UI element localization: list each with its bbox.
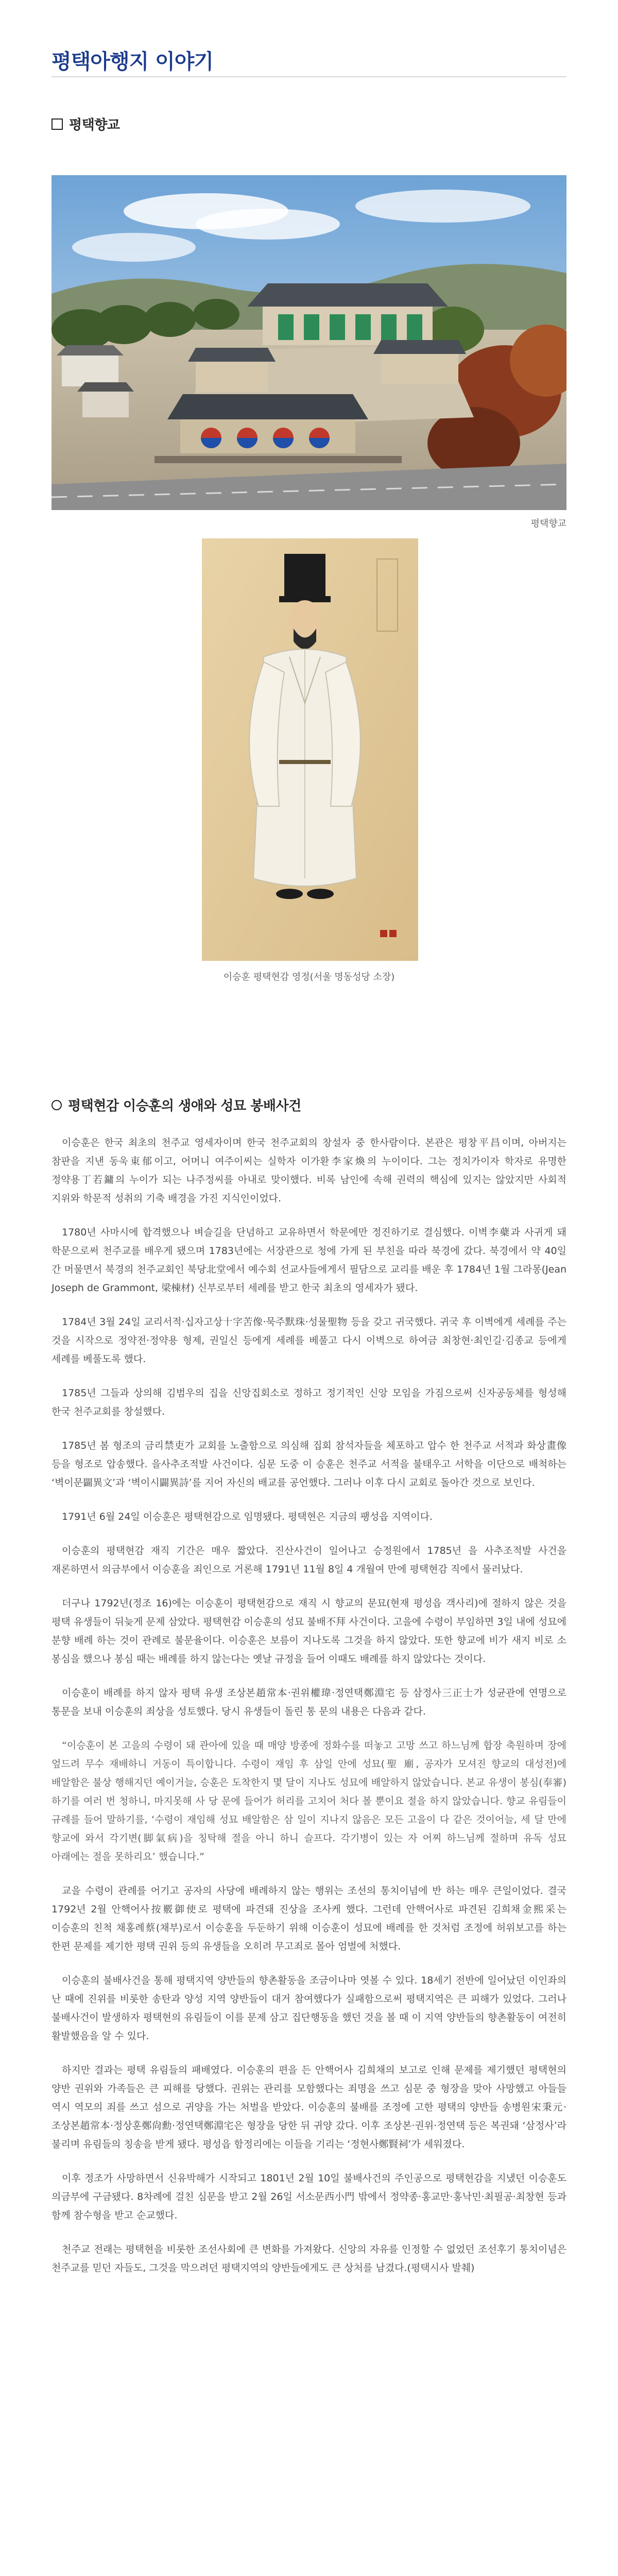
section-heading-lee-seunghun [52,1095,301,1114]
quoted-paragraph: “이승훈이 본 고을의 수령이 돼 관아에 있을 때 매양 방종에 정화수를 떠놓고 고망 쓰고 하느님께 합장 축원하며 장에 엎드려 무수 재배하니 거동이 특이합니다. 수령이 재임 후 삼일 안에 성묘(聖 廟, 공자가 모셔진 향교의 대성전)에 배알함은 불상 행해지던 예이거늘, 승훈은 도착한지 몇 달이 지나도 성묘에 배알하지 않았습니다. 본교 유생이 봉심(奉審)하기를 여러 번 청하니, 마지못해 사 당 문에 들어가 허리를 고치어 처다 볼 뿐이요 절을 하지 않았습니다. 향교 유림들이 규례를 들어 말하기를, ‘수령이 재임해 성묘 배알함은 삼 일이 지나지 않음은 모든 고을이 다 같은 것이어늘, 세 달 만에 향교에 와서 각기변(脚氣病)을 칭탁해 절을 아니 하니 슬프다. 각기병이 있는 자 어찌 하느님께 절하며 유독 성묘 아래에는 절을 못하리요’ 했습니다.” [52,1740,566,1862]
portrait-caption: 이승훈 평택현감 영정(서울 명동성당 소장) [223,972,395,982]
title-divider [52,76,566,77]
section-title-lee-seunghun: 평택현감 이승훈의 생애와 성묘 봉배사건 [68,1098,301,1114]
hyanggyo-photo [52,175,566,510]
paragraph: 이승훈은 한국 최초의 천주교 영세자이며 한국 천주교회의 창설자 중 한사람이다. 본관은 평창平昌이며, 아버지는 참판을 지낸 동욱東郁이고, 어머니 여주이씨는 실학자 이가환李家煥의 누이이다. 그는 정치가이자 학자로 유명한 정약용丁若鏞의 누이가 되는 나주정씨를 아내로 맞이했다. 비록 남인에 속해 권력의 핵심에 있지는 않았지만 사회적 지위와 학문적 성취의 기축 배경을 가진 지식인이었다. [52,1137,566,1204]
paragraph: 이승훈의 평택현감 재직 기간은 매우 짧았다. 진산사건이 일어나고 승정원에서 1785년 을 사추조적발 사건을 재론하면서 의금부에서 이승훈을 죄인으로 거론해 1791년 11월 8일 4 개월여 만에 평택현감 직에서 물러났다. [52,1545,566,1575]
paragraph: 1780년 사마시에 합격했으나 벼슬길을 단념하고 교유하면서 학문에만 정진하기로 결심했다. 이벽李蘗과 사귀게 돼 학문으로써 천주교를 배우게 됐으며 1783년에는 서장관으로 청에 가게 된 부친을 따라 북경에 갔다. 북경에서 약 40일 간 머물면서 북경의 천주교회인 북당北堂에서 예수회 선교사들에게서 필담으로 교리를 배운 후 1784년 1월 그라몽(Jean Joseph de Grammont, 梁棟材) 신부로부터 세례를 받고 한국 최초의 영세자가 됐다. [52,1227,566,1294]
paragraph: 1791년 6월 24일 이승훈은 평택현감으로 임명됐다. 평택현은 지금의 팽성읍 지역이다. [62,1511,433,1522]
paragraph: 이후 정조가 사망하면서 신유박해가 시작되고 1801년 2월 10일 불배사건의 주인공으로 평택현감을 지냈던 이승훈도 의금부에 구금됐다. 8차례에 걸친 심문을 받고 2월 26일 서소문西小門 밖에서 정약종·홍교만·홍낙민·최필공·최창현 등과 함께 참수형을 받고 순교했다. [52,2173,566,2221]
paragraph: 교을 수령이 관례를 어기고 공자의 사당에 배례하지 않는 행위는 조선의 통치이념에 반 하는 매우 큰일이었다. 결국 1792년 2월 안핵어사按覈御使로 평택에 파견돼 진상을 조사케 했다. 그런데 안핵어사로 파견된 김희채金熙采는 이승훈의 친척 채홍례蔡(채부)로서 이승훈을 두둔하기 위해 이승훈이 성묘에 배례를 한 것처럼 조정에 허위보고를 하는 한편 문제를 제기한 평택 권위 등의 유생들을 오히려 무고죄로 몰아 엄벌에 처했다. [52,1885,566,1952]
paragraph: 더구나 1792년(정조 16)에는 이승훈이 평택현감으로 재직 시 향교의 문묘(현재 평성읍 객사리)에 절하지 않은 것을 평택 유생들이 뒤늦게 문제 삼았다. 평택현감 이승훈의 성묘 불배不拜 사건이다. 고을에 수령이 부임하면 3일 내에 성묘에 분향 배례 하는 것이 관례로 불문율이다. 이승훈은 보름이 지나도록 그것을 하지 않았다. 또한 향교에 비가 새지 비로 소 봉심을 했으나 봉심 때는 배례를 하지 않는다는 옛날 규정을 들어 이때도 배례를 하지 않았다는 것이다. [52,1598,566,1665]
paragraph: 1785년 그들과 상의해 김범우의 집을 신앙집회소로 정하고 정기적인 신앙 모임을 가짐으로써 신자공동체를 형성해 한국 천주교회를 창설했다. [52,1387,566,1417]
portrait-image [202,538,418,961]
page-title: 평택아행지 이야기 [52,50,214,74]
circle-bullet-icon [52,1100,62,1110]
paragraph: 1784년 3월 24일 교리서적·십자고상十字苦像·묵주默珠·성물聖物 등을 갖고 귀국했다. 귀국 후 이벽에게 세례를 주는 것을 시작으로 정약전·정약용 형제, 권일신 등에게 세례를 베풀고 다시 이벽으로 하여금 최창현·최인길·김종교 등에게 세례를 베풀도록 했다. [52,1316,566,1365]
section-title-hyanggyo: 평택향교 [69,117,120,133]
paragraph: 이승훈의 불배사건을 통해 평택지역 양반들의 향촌활동을 조금이나마 엿볼 수 있다. 18세기 전반에 일어났던 이인좌의 난 때에 진위를 비롯한 송탄과 양성 지역 양반들이 대거 참여했다가 실패함으로써 평택지역은 큰 피해가 있었다. 그러나 불배사건이 발생하자 평택현의 유림들이 이를 문제 삼고 집단행동을 했던 것을 볼 때 이 지역 양반들의 향촌활동이 여전히 활발했음을 알 수 있다. [52,1975,566,2042]
square-bullet-icon [52,118,63,130]
paragraph: 이승훈이 배례를 하지 않자 평택 유생 조상본趙常本·권위權瑋·정연택鄭淵宅 등 삼정사三正士가 성균관에 연명으로 통문을 보내 이승훈의 죄상을 성토했다. 당시 유생들이 돌린 통 문의 내용은 다음과 같다. [52,1687,566,1717]
section-heading-hyanggyo [52,114,119,133]
hyanggyo-photo-caption: 평택향교 [530,518,566,529]
paragraph: 천주교 전래는 평택현을 비롯한 조선사회에 큰 변화를 가져왔다. 신앙의 자유를 인정할 수 없었던 조선후기 통치이념은 천주교를 믿던 자들도, 그것을 막으려던 평택지역의 양반들에게도 큰 상처를 남겼다.(평택시사 발췌) [52,2244,566,2274]
article-body [52,1133,566,2293]
paragraph: 1785년 봄 형조의 금리禁吏가 교회를 노출함으로 의심해 집회 참석자들을 체포하고 압수 한 천주교 서적과 화상畫像 등을 형조로 압송했다. 을사추조적발 사건이다. 심문 도중 이 승훈은 천주교 서적을 불태우고 서학을 이단으로 배척하는 ‘벽이문闢異文’과 ‘벽이시闢異詩’를 지어 자신의 배교를 공언했다. 그러나 이후 다시 교회로 돌아간 것으로 보인다. [52,1440,566,1488]
paragraph: 하지만 결과는 평택 유림들의 패배였다. 이승훈의 편을 든 안핵어사 김희채의 보고로 인해 문제를 제기했던 평택현의 양반 권위와 가족들은 큰 피해를 당했다. 권위는 관리를 모함했다는 죄명을 쓰고 심문 중 형장을 맞아 사망했고 아들들 역시 역모의 죄를 쓰고 섬으로 귀양을 가는 처벌을 받았다. 이승훈의 불배를 조정에 고한 평택의 양반들 송병원宋秉元·조상본趙常本·정상훈鄭尙勳·정연택鄭淵宅은 형장을 당한 뒤 귀양 갔다. 이후 조상본·권위·정연택 등은 복권돼 ‘삼정사’라 불리며 유림들의 칭송을 받게 됐다. 평성읍 함정리에는 이들을 기리는 ‘정현사鄭賢祠’가 세워졌다. [52,2064,566,2150]
